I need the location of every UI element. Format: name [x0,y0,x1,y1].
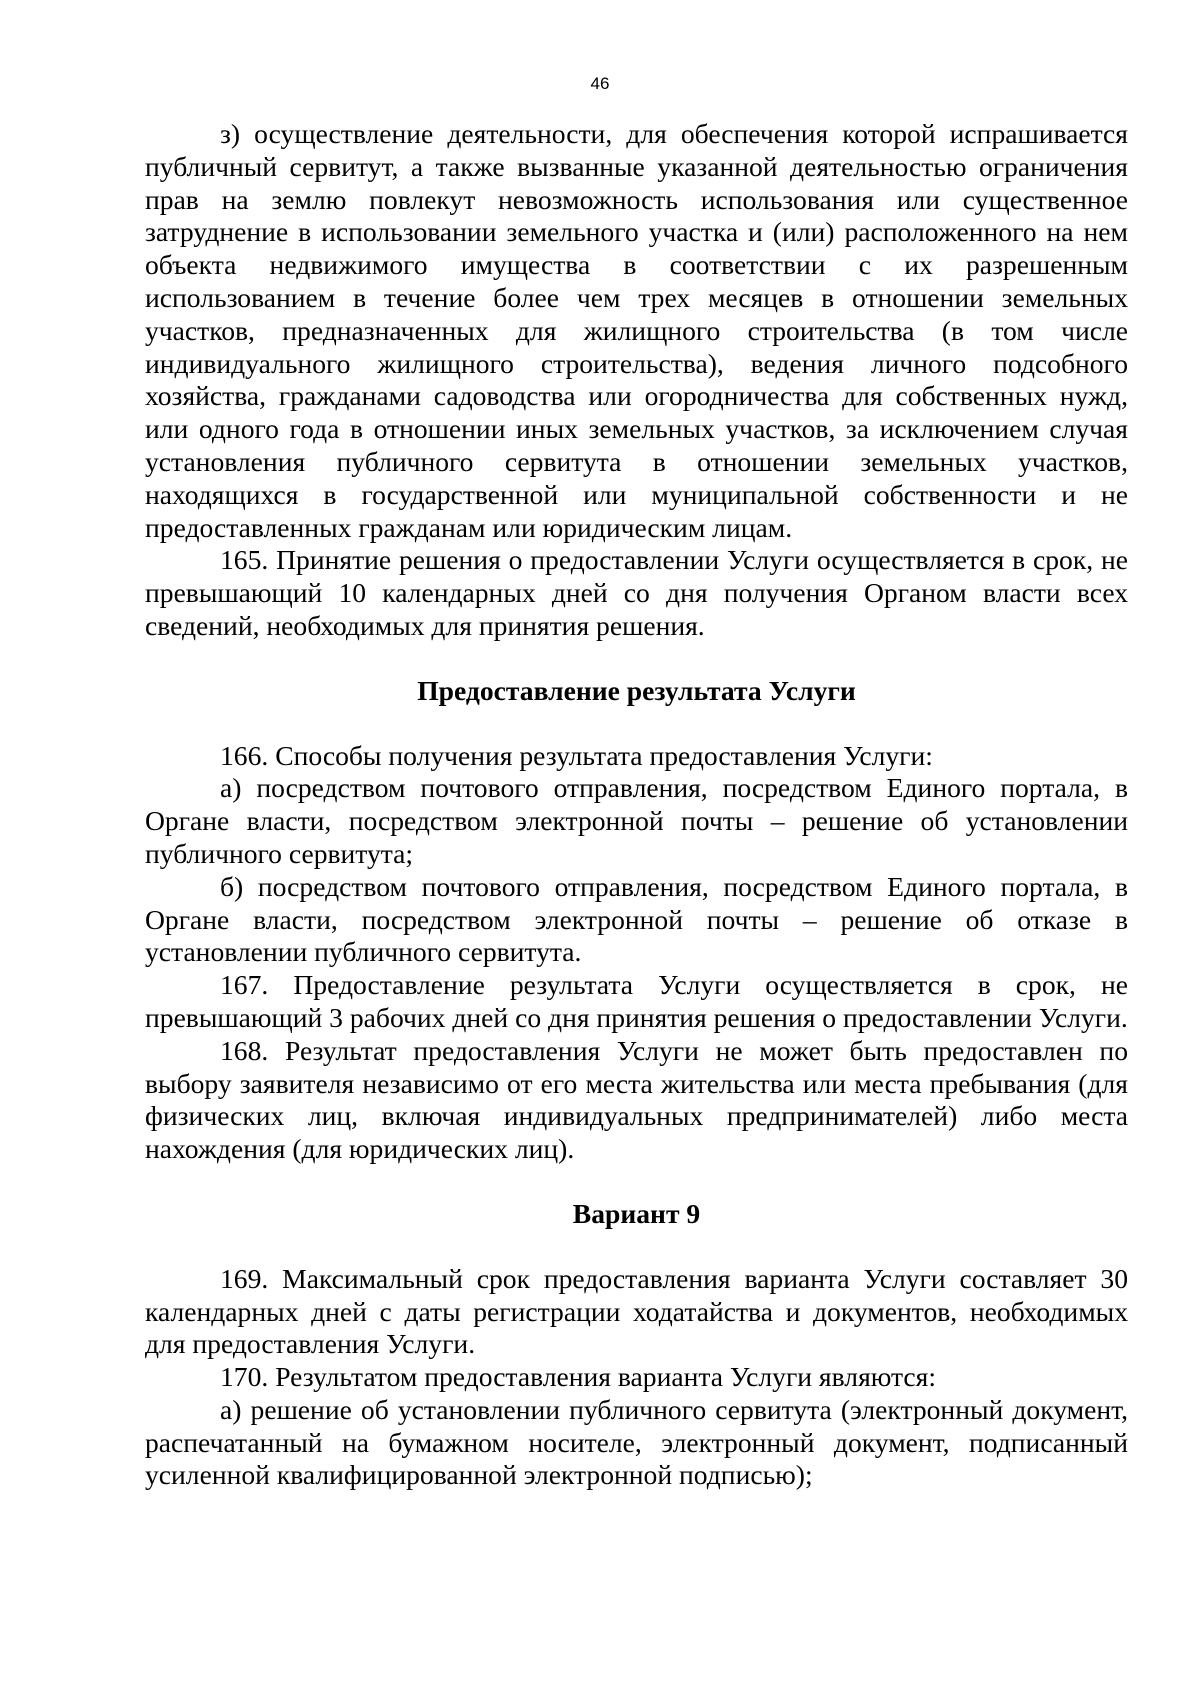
paragraph-167: 167. Предоставление результата Услуги осуществляется в срок, не превышающий 3 рабочих дней со дня принятия решения о предоставлении Услуги. [145,969,1128,1033]
paragraph-166-b: б) посредством почтового отправления, посредством Единого портала, в Органе власти, посредством электронной почты – решение об отказе в установлении публичного сервитута. [145,870,1128,968]
paragraph-166-a: а) посредством почтового отправления, посредством Единого портала, в Органе власти, посредством электронной почты – решение об установлении публичного сервитута; [145,772,1128,869]
paragraph-z-public-servitude-conditions: з) осуществление деятельности, для обеспечения которой испрашивается публичный сервитут, а также вызванные указанной деятельностью ограничения прав на землю повлекут невозможность использования или существенное затруднение в использовании земельного участка и (или) расположенного на нем объекта недвижимого имущества в соответствии с их разрешенным использованием в течение более чем трех месяцев в отношении земельных участков, предназначенных для жилищного строительства (в том числе индивидуального жилищного строительства), ведения личного подсобного хозяйства, гражданами садоводства или огородничества для собственных нужд, или одного года в отношении иных земельных участков, за исключением случая установления публичного сервитута в отношении земельных участков, находящихся в государственной или муниципальной собственности и не предоставленных гражданам или юридическим лицам. [145,118,1128,543]
paragraph-170-a: а) решение об установлении публичного сервитута (электронный документ, распечатанный на бумажном носителе, электронный документ, подписанный усиленной квалифицированной электронной подписью); [145,1393,1128,1491]
section-heading-result: Предоставление результата Услуги [417,674,856,706]
paragraph-169: 169. Максимальный срок предоставления варианта Услуги составляет 30 календарных дней с даты регистрации ходатайства и документов, необходимых для предоставления Услуги. [145,1262,1128,1360]
paragraph-166: 166. Способы получения результата предоставления Услуги: [220,739,933,771]
paragraph-170: 170. Результатом предоставления варианта Услуги являются: [220,1361,937,1393]
section-heading-variant-9: Вариант 9 [572,1197,701,1229]
paragraph-168: 168. Результат предоставления Услуги не может быть предоставлен по выбору заявителя независимо от его места жительства или места пребывания (для физических лиц, включая индивидуальных предпринимателей) либо места нахождения (для юридических лиц). [145,1034,1128,1165]
page-number: 46 [590,74,610,93]
document-body [145,118,1128,1492]
paragraph-165: 165. Принятие решения о предоставлении Услуги осуществляется в срок, не превышающий 10 календарных дней со дня получения Органом власти всех сведений, необходимых для принятия решения. [145,544,1128,641]
